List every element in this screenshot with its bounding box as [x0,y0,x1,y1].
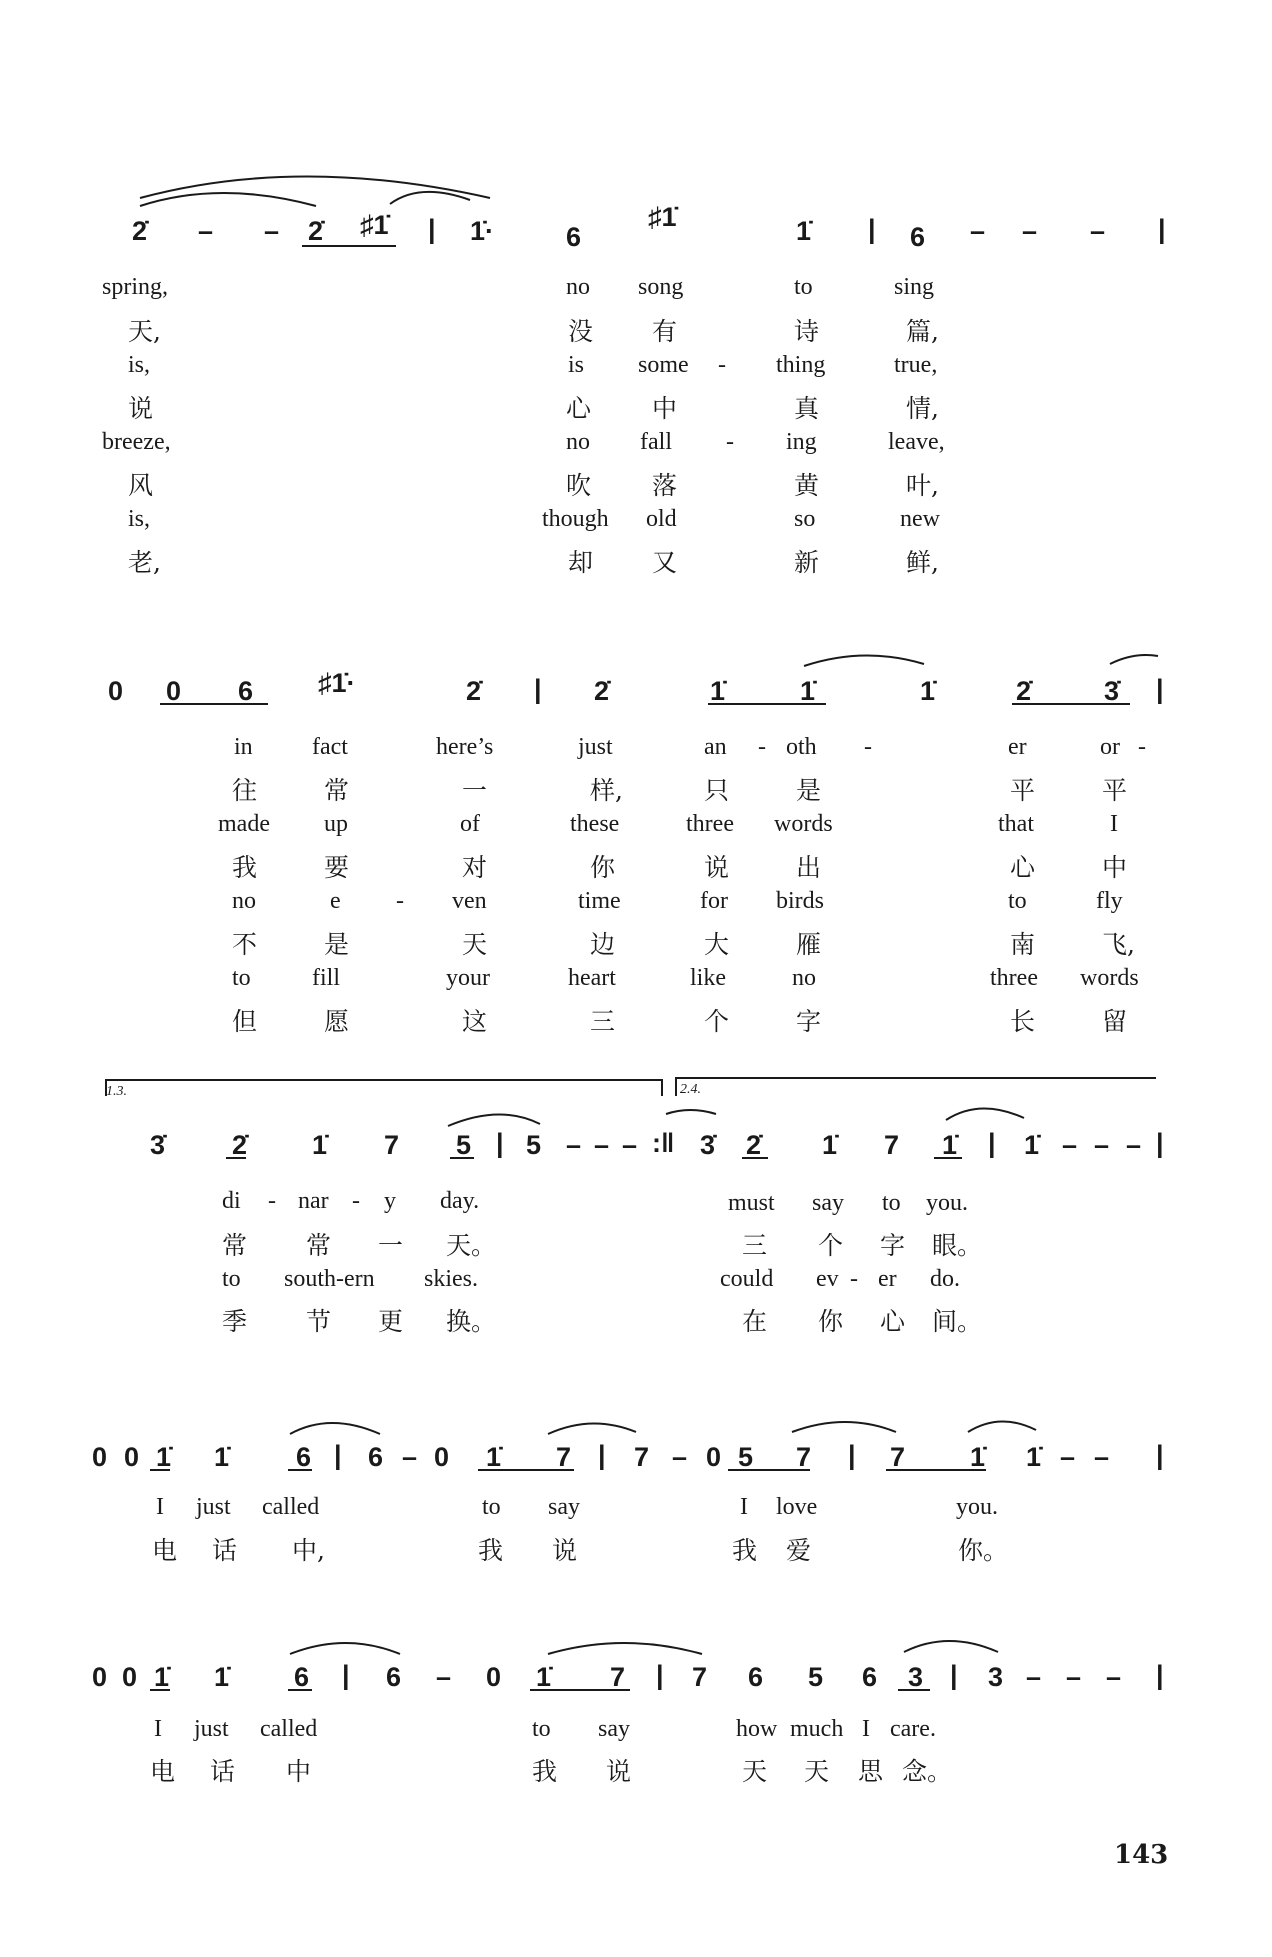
lyric: birds [776,888,824,914]
lyric: say [548,1494,580,1520]
lyric: 黄 [794,471,820,500]
lyric: 说 [128,394,154,423]
lyric: - [1138,734,1146,760]
note: 1̇ [486,1442,502,1472]
lyric: ven [452,888,487,914]
barline: | [988,1128,996,1158]
note: 6 [296,1442,312,1472]
lyric: leave, [888,429,945,455]
slur [290,1643,400,1654]
lyric: I [862,1716,870,1742]
lyric: 说 [704,853,730,882]
note: 0 [92,1662,108,1692]
lyric: 落 [652,471,678,500]
note: 7 [384,1130,400,1160]
lyric: 个 [818,1231,844,1260]
lyric: no [232,888,256,914]
note: – [1066,1662,1082,1692]
note: ♯1̇ [360,210,389,240]
note: 2̇ [466,676,482,706]
ending-label-first: 1.3. [106,1084,127,1099]
lyric: 新 [794,548,820,577]
barline: | [534,674,542,704]
lyric: your [446,965,490,991]
lyric: 节 [306,1307,332,1336]
note: – [594,1130,610,1160]
lyric: 我 [232,853,258,882]
lyric: 天 [742,1757,768,1786]
note: 0 [166,676,182,706]
note: 6 [748,1662,764,1692]
lyric: - [850,1266,858,1292]
lyric: 真 [794,394,820,423]
note: 7 [692,1662,708,1692]
lyric: of [460,811,480,837]
lyric: 留 [1102,1007,1128,1036]
note: 6 [386,1662,402,1692]
note: 1̇ [920,676,936,706]
lyric: 字 [880,1231,906,1260]
lyric: 你。 [958,1536,1009,1565]
lyric: 不 [232,930,258,959]
note: 6 [238,676,254,706]
note: 6 [368,1442,384,1472]
lyric: 心 [566,394,592,423]
lyric: heart [568,965,616,991]
lyric: 是 [324,930,350,959]
lyric: di [222,1188,241,1214]
note: 3 [908,1662,924,1692]
lyric: 常 [324,776,350,805]
lyric: 只 [704,776,730,805]
note: 3̇ [700,1130,716,1160]
note: 5 [456,1130,472,1160]
lyric: 常 [306,1231,332,1260]
lyric: 间。 [932,1307,983,1336]
note: 1̇ [822,1130,838,1160]
volta-second [676,1078,1156,1096]
lyric: skies. [424,1266,478,1292]
lyric: 常 [222,1231,248,1260]
lyric: 平 [1010,776,1036,805]
lyric: three [990,965,1038,991]
lyric: 没 [568,317,594,346]
lyric: is [568,352,585,378]
note: 7 [890,1442,906,1472]
lyric: 诗 [794,317,820,346]
lyric: 话 [212,1536,238,1565]
lyric: 字 [796,1007,822,1036]
barline: | [1156,1660,1164,1690]
lyric: 这 [462,1007,488,1036]
lyric: ing [786,429,817,455]
lyric: 更 [378,1307,404,1336]
slur [904,1641,998,1652]
lyric: old [646,506,677,532]
lyric: 边 [590,930,616,959]
lyric: made [218,811,270,837]
note: 0 [92,1442,108,1472]
lyric: south-ern [284,1266,375,1292]
lyric: 心 [880,1307,906,1336]
barline: | [656,1660,664,1690]
lyric: 要 [324,853,350,882]
note: 2̇ [746,1130,762,1160]
lyric: 电 [152,1536,178,1565]
lyric: 天, [128,317,161,346]
note: 3̇ [1104,676,1120,706]
lyric: fly [1096,888,1123,914]
lyric: I [740,1494,748,1520]
lyric: 飞, [1102,930,1135,959]
note: 1̇ [156,1442,172,1472]
repeat-end: :‖ [652,1128,675,1158]
note: 1̇ [1024,1130,1040,1160]
lyric: 换。 [446,1307,497,1336]
lyric: could [720,1266,774,1292]
note: – [1022,216,1038,246]
note: – [436,1662,452,1692]
lyric: 但 [232,1007,258,1036]
slur [390,192,470,204]
lyric: some [638,352,689,378]
lyric: spring, [102,274,168,300]
note: – [1062,1130,1078,1160]
lyric: fill [312,965,340,991]
slur [946,1108,1024,1120]
lyric: 有 [652,317,678,346]
barline: | [950,1660,958,1690]
note: 7 [610,1662,626,1692]
lyric: 吹 [566,471,592,500]
lyric: y [384,1188,396,1214]
slur [804,655,924,666]
lyric: that [998,811,1034,837]
lyric: 风 [128,471,154,500]
note: 1̇ [154,1662,170,1692]
note: 0 [108,676,124,706]
note: 0 [486,1662,502,1692]
lyric: to [882,1190,901,1216]
note: 0 [122,1662,138,1692]
lyric: I [1110,811,1118,837]
note: 0 [434,1442,450,1472]
lyric: day. [440,1188,480,1214]
lyric: 我 [532,1757,558,1786]
page-number: 143 [1114,1840,1169,1870]
lyric: - [396,888,404,914]
note: 7 [796,1442,812,1472]
lyric: breeze, [102,429,171,455]
lyric: to [532,1716,551,1742]
lyric: 爱 [786,1536,812,1565]
note: ♯1̇ [648,202,677,232]
lyric: I [154,1716,162,1742]
note: 1̇ [970,1442,986,1472]
slur [792,1422,896,1432]
lyric: 思 [858,1757,884,1786]
lyric: 出 [796,853,822,882]
lyric: - [268,1188,276,1214]
lyric: song [638,274,684,300]
lyric: is, [128,506,151,532]
lyric: 你 [818,1307,844,1336]
note: 5 [526,1130,542,1160]
slur [448,1114,540,1126]
note: – [1126,1130,1142,1160]
lyric: nar [298,1188,329,1214]
barline: | [598,1440,606,1470]
note: 7 [556,1442,572,1472]
note: 2̇ [594,676,610,706]
lyric: er [878,1266,897,1292]
lyric: - [352,1188,360,1214]
note: 0 [124,1442,140,1472]
lyric: though [542,506,609,532]
lyric: no [792,965,816,991]
lyric: no [566,429,590,455]
lyric: must [728,1190,775,1216]
slur [140,193,316,206]
lyric: 念。 [902,1757,953,1786]
lyric: say [812,1190,844,1216]
lyric: 季 [222,1307,248,1336]
lyric: thing [776,352,826,378]
lyric: 一 [378,1231,404,1260]
note: 1̇ [214,1662,230,1692]
slur [968,1421,1036,1432]
lyric: no [566,274,590,300]
slur [666,1110,716,1114]
lyric: 情, [906,394,939,423]
lyric: 一 [462,776,488,805]
lyric: 三 [590,1007,616,1036]
lyric: words [1080,965,1139,991]
note: 1̇· [470,216,495,246]
lyric: 中 [1102,853,1128,882]
lyric: you. [926,1190,968,1216]
note: – [1106,1662,1122,1692]
note: 1̇ [1026,1442,1042,1472]
note: 1̇ [796,216,812,246]
note: 0 [706,1442,722,1472]
lyric: much [790,1716,844,1742]
lyric: words [774,811,833,837]
lyric: you. [956,1494,998,1520]
lyric: 说 [606,1757,632,1786]
lyric: to [232,965,251,991]
barline: | [868,214,876,244]
lyric: is, [128,352,151,378]
note: 6 [862,1662,878,1692]
lyric: e [330,888,341,914]
lyric: care. [890,1716,936,1742]
lyric: fall [640,429,672,455]
lyric: up [324,811,348,837]
note: – [1060,1442,1076,1472]
lyric: just [578,734,613,760]
lyric: in [234,734,253,760]
note: – [402,1442,418,1472]
lyric: 南 [1010,930,1036,959]
note: 5 [808,1662,824,1692]
lyric: 说 [552,1536,578,1565]
slur [548,1643,702,1654]
note: 6 [566,222,582,252]
lyric: 中, [292,1536,325,1565]
lyric: 我 [478,1536,504,1565]
lyric: just [194,1716,229,1742]
lyric: 天 [804,1757,830,1786]
barline: | [1156,1440,1164,1470]
note: – [1094,1130,1110,1160]
lyric: ev [816,1266,839,1292]
lyric: 又 [652,548,678,577]
note: – [1090,216,1106,246]
lyric: - [726,429,734,455]
note: ♯1̇· [318,668,356,698]
lyric: called [260,1716,318,1742]
lyric: 平 [1102,776,1128,805]
barline: | [1156,1128,1164,1158]
lyric: 天 [462,930,488,959]
lyric: new [900,506,940,532]
lyric: or [1100,734,1120,760]
lyric: 对 [462,853,488,882]
lyric: time [578,888,621,914]
barline: | [428,214,436,244]
lyric: 样, [590,776,623,805]
note: 5 [738,1442,754,1472]
note: 1̇ [710,676,726,706]
note: 7 [634,1442,650,1472]
note: 3̇ [150,1130,166,1160]
lyric: - [864,734,872,760]
lyric: 个 [704,1007,730,1036]
lyric: 你 [590,853,616,882]
note: – [970,216,986,246]
lyric: so [794,506,816,532]
note: 2̇ [1016,676,1032,706]
note: – [198,216,214,246]
lyric: like [690,965,726,991]
slur [290,1423,380,1434]
lyric: 大 [704,930,730,959]
lyric: 却 [568,548,594,577]
ending-label-second: 2.4. [680,1082,701,1097]
lyric: 眼。 [932,1231,983,1260]
slur [548,1423,636,1434]
lyric: oth [786,734,817,760]
lyric: just [196,1494,231,1520]
note: 6 [910,222,926,252]
lyric: - [718,352,726,378]
lyric: to [482,1494,501,1520]
note: 1̇ [536,1662,552,1692]
note: – [622,1130,638,1160]
note: 1̇ [800,676,816,706]
volta-first [106,1080,662,1096]
lyric: 在 [742,1307,768,1336]
note: – [1026,1662,1042,1692]
lyric: 电 [150,1757,176,1786]
lyric: for [700,888,728,914]
note: – [672,1442,688,1472]
note: 2̇ [132,216,148,246]
lyric: 心 [1010,853,1036,882]
lyric: these [570,811,620,837]
lyric: 愿 [324,1007,350,1036]
lyric: 话 [210,1757,236,1786]
lyric: 中 [286,1757,312,1786]
lyric: say [598,1716,630,1742]
lyric: 雁 [796,930,822,959]
barline: | [496,1128,504,1158]
lyric: 老, [128,548,161,577]
lyric: 长 [1010,1007,1036,1036]
note: 1̇ [214,1442,230,1472]
lyric: 中 [652,394,678,423]
lyric: 三 [742,1231,768,1260]
lyric: 是 [796,776,822,805]
lyric: 天。 [446,1231,497,1260]
note: 6 [294,1662,310,1692]
lyric: three [686,811,734,837]
lyric: an [704,734,727,760]
lyric: called [262,1494,320,1520]
lyric: to [222,1266,241,1292]
barline: | [848,1440,856,1470]
note: – [566,1130,582,1160]
note: 2̇ [308,216,324,246]
lyric: how [736,1716,778,1742]
lyric: 往 [232,776,258,805]
lyric: 我 [732,1536,758,1565]
note: 1̇ [312,1130,328,1160]
slur [1110,655,1158,664]
note: 7 [884,1130,900,1160]
lyric: do. [930,1266,960,1292]
note: 1̇ [942,1130,958,1160]
lyric: sing [894,274,935,300]
lyric: 鲜, [906,548,939,577]
note: 2̇ [232,1130,248,1160]
lyric: I [156,1494,164,1520]
lyric: er [1008,734,1027,760]
lyric: - [758,734,766,760]
lyric: 篇, [906,317,939,346]
lyric: 叶, [906,471,939,500]
lyric: true, [894,352,938,378]
lyric: to [1008,888,1027,914]
lyric: here’s [436,734,494,760]
note: 3 [988,1662,1004,1692]
lyric: to [794,274,813,300]
barline: | [334,1440,342,1470]
barline: | [342,1660,350,1690]
lyric: love [776,1494,818,1520]
barline: | [1158,214,1166,244]
barline: | [1156,674,1164,704]
lyric: fact [312,734,348,760]
note: – [1094,1442,1110,1472]
note: – [264,216,280,246]
